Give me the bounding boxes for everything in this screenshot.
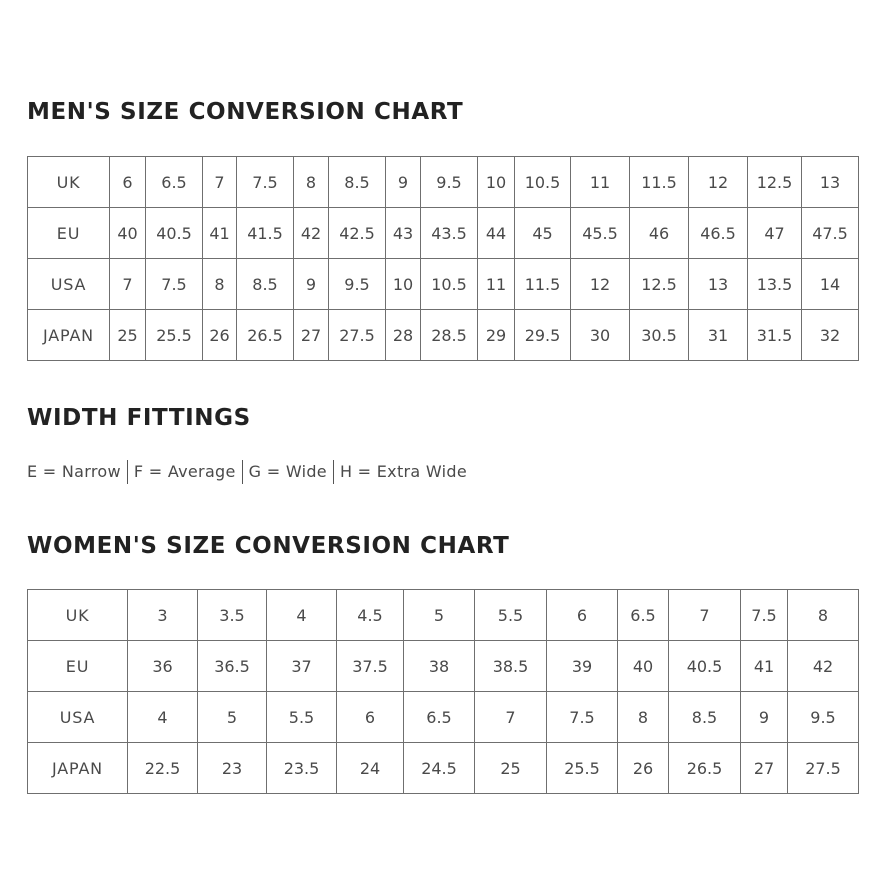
size-cell: 43 <box>386 208 421 259</box>
size-cell: 28 <box>386 310 421 361</box>
size-cell: 7.5 <box>146 259 203 310</box>
size-cell: 25 <box>475 743 547 794</box>
size-cell: 7.5 <box>547 692 618 743</box>
size-cell: 6 <box>337 692 404 743</box>
size-cell: 8 <box>294 157 329 208</box>
size-cell: 6 <box>110 157 146 208</box>
size-cell: 6 <box>547 590 618 641</box>
size-cell: 7 <box>203 157 237 208</box>
size-cell: 40.5 <box>146 208 203 259</box>
table-row <box>28 743 859 794</box>
size-cell: 10.5 <box>515 157 571 208</box>
size-cell: 11.5 <box>515 259 571 310</box>
table-row <box>28 692 859 743</box>
size-cell: 25.5 <box>146 310 203 361</box>
size-cell: 31 <box>689 310 748 361</box>
size-cell: 13 <box>689 259 748 310</box>
width-fittings-title: WIDTH FITTINGS <box>27 405 251 431</box>
row-label: UK <box>28 590 128 641</box>
size-cell: 26.5 <box>669 743 741 794</box>
table-row <box>28 208 859 259</box>
size-cell: 4 <box>128 692 198 743</box>
size-cell: 27 <box>741 743 788 794</box>
size-cell: 29 <box>478 310 515 361</box>
size-cell: 46 <box>630 208 689 259</box>
size-cell: 42 <box>294 208 329 259</box>
womens-size-table <box>27 589 859 794</box>
size-cell: 11 <box>571 157 630 208</box>
size-cell: 9.5 <box>788 692 859 743</box>
size-cell: 12.5 <box>630 259 689 310</box>
table-row <box>28 641 859 692</box>
table-row <box>28 157 859 208</box>
separator <box>127 460 128 484</box>
mens-size-table <box>27 156 859 361</box>
size-cell: 12 <box>689 157 748 208</box>
table-row <box>28 259 859 310</box>
size-cell: 8 <box>788 590 859 641</box>
size-cell: 9.5 <box>421 157 478 208</box>
row-label: UK <box>28 157 110 208</box>
size-cell: 5 <box>198 692 267 743</box>
row-label: JAPAN <box>28 310 110 361</box>
size-cell: 41 <box>741 641 788 692</box>
size-cell: 25 <box>110 310 146 361</box>
size-cell: 37 <box>267 641 337 692</box>
row-label: USA <box>28 259 110 310</box>
size-cell: 26.5 <box>237 310 294 361</box>
size-cell: 29.5 <box>515 310 571 361</box>
size-cell: 9 <box>741 692 788 743</box>
size-cell: 42 <box>788 641 859 692</box>
size-cell: 45 <box>515 208 571 259</box>
size-cell: 23 <box>198 743 267 794</box>
size-cell: 24 <box>337 743 404 794</box>
size-cell: 44 <box>478 208 515 259</box>
size-cell: 22.5 <box>128 743 198 794</box>
row-label: USA <box>28 692 128 743</box>
size-cell: 7 <box>110 259 146 310</box>
width-fitting-item: E = Narrow <box>27 462 121 481</box>
size-cell: 43.5 <box>421 208 478 259</box>
size-cell: 7 <box>475 692 547 743</box>
size-cell: 28.5 <box>421 310 478 361</box>
size-cell: 46.5 <box>689 208 748 259</box>
size-cell: 8.5 <box>669 692 741 743</box>
mens-chart-title: MEN'S SIZE CONVERSION CHART <box>27 99 464 125</box>
size-cell: 32 <box>802 310 859 361</box>
width-fitting-item: F = Average <box>133 462 236 481</box>
size-cell: 31.5 <box>748 310 802 361</box>
size-cell: 27.5 <box>788 743 859 794</box>
size-cell: 47.5 <box>802 208 859 259</box>
size-cell: 10 <box>386 259 421 310</box>
size-cell: 36 <box>128 641 198 692</box>
size-cell: 13 <box>802 157 859 208</box>
separator <box>242 460 243 484</box>
size-cell: 36.5 <box>198 641 267 692</box>
width-fitting-item: G = Wide <box>248 462 327 481</box>
size-cell: 12.5 <box>748 157 802 208</box>
size-cell: 30.5 <box>630 310 689 361</box>
size-cell: 26 <box>203 310 237 361</box>
size-cell: 8 <box>618 692 669 743</box>
size-cell: 47 <box>748 208 802 259</box>
size-cell: 23.5 <box>267 743 337 794</box>
size-cell: 13.5 <box>748 259 802 310</box>
size-cell: 14 <box>802 259 859 310</box>
size-cell: 9 <box>294 259 329 310</box>
womens-chart-title: WOMEN'S SIZE CONVERSION CHART <box>27 533 510 559</box>
size-cell: 38 <box>404 641 475 692</box>
row-label: EU <box>28 641 128 692</box>
size-cell: 41.5 <box>237 208 294 259</box>
size-cell: 27.5 <box>329 310 386 361</box>
size-cell: 25.5 <box>547 743 618 794</box>
size-cell: 4 <box>267 590 337 641</box>
size-cell: 10 <box>478 157 515 208</box>
size-cell: 3.5 <box>198 590 267 641</box>
size-cell: 12 <box>571 259 630 310</box>
size-cell: 5.5 <box>267 692 337 743</box>
size-cell: 40 <box>618 641 669 692</box>
size-cell: 30 <box>571 310 630 361</box>
width-fitting-item: H = Extra Wide <box>339 462 467 481</box>
size-cell: 6.5 <box>618 590 669 641</box>
table-row <box>28 590 859 641</box>
size-cell: 8.5 <box>237 259 294 310</box>
separator <box>333 460 334 484</box>
row-label: JAPAN <box>28 743 128 794</box>
size-cell: 8.5 <box>329 157 386 208</box>
table-row <box>28 310 859 361</box>
size-cell: 6.5 <box>146 157 203 208</box>
size-cell: 6.5 <box>404 692 475 743</box>
size-cell: 39 <box>547 641 618 692</box>
size-cell: 7 <box>669 590 741 641</box>
size-cell: 8 <box>203 259 237 310</box>
size-cell: 7.5 <box>237 157 294 208</box>
size-cell: 9 <box>386 157 421 208</box>
size-cell: 5.5 <box>475 590 547 641</box>
row-label: EU <box>28 208 110 259</box>
size-cell: 24.5 <box>404 743 475 794</box>
size-cell: 27 <box>294 310 329 361</box>
width-fittings-list <box>27 459 467 485</box>
size-cell: 26 <box>618 743 669 794</box>
size-cell: 4.5 <box>337 590 404 641</box>
size-cell: 11 <box>478 259 515 310</box>
size-cell: 45.5 <box>571 208 630 259</box>
size-cell: 41 <box>203 208 237 259</box>
size-cell: 40 <box>110 208 146 259</box>
size-cell: 38.5 <box>475 641 547 692</box>
size-cell: 11.5 <box>630 157 689 208</box>
size-cell: 3 <box>128 590 198 641</box>
size-cell: 40.5 <box>669 641 741 692</box>
size-cell: 37.5 <box>337 641 404 692</box>
size-cell: 7.5 <box>741 590 788 641</box>
size-cell: 42.5 <box>329 208 386 259</box>
size-cell: 5 <box>404 590 475 641</box>
size-cell: 10.5 <box>421 259 478 310</box>
size-cell: 9.5 <box>329 259 386 310</box>
